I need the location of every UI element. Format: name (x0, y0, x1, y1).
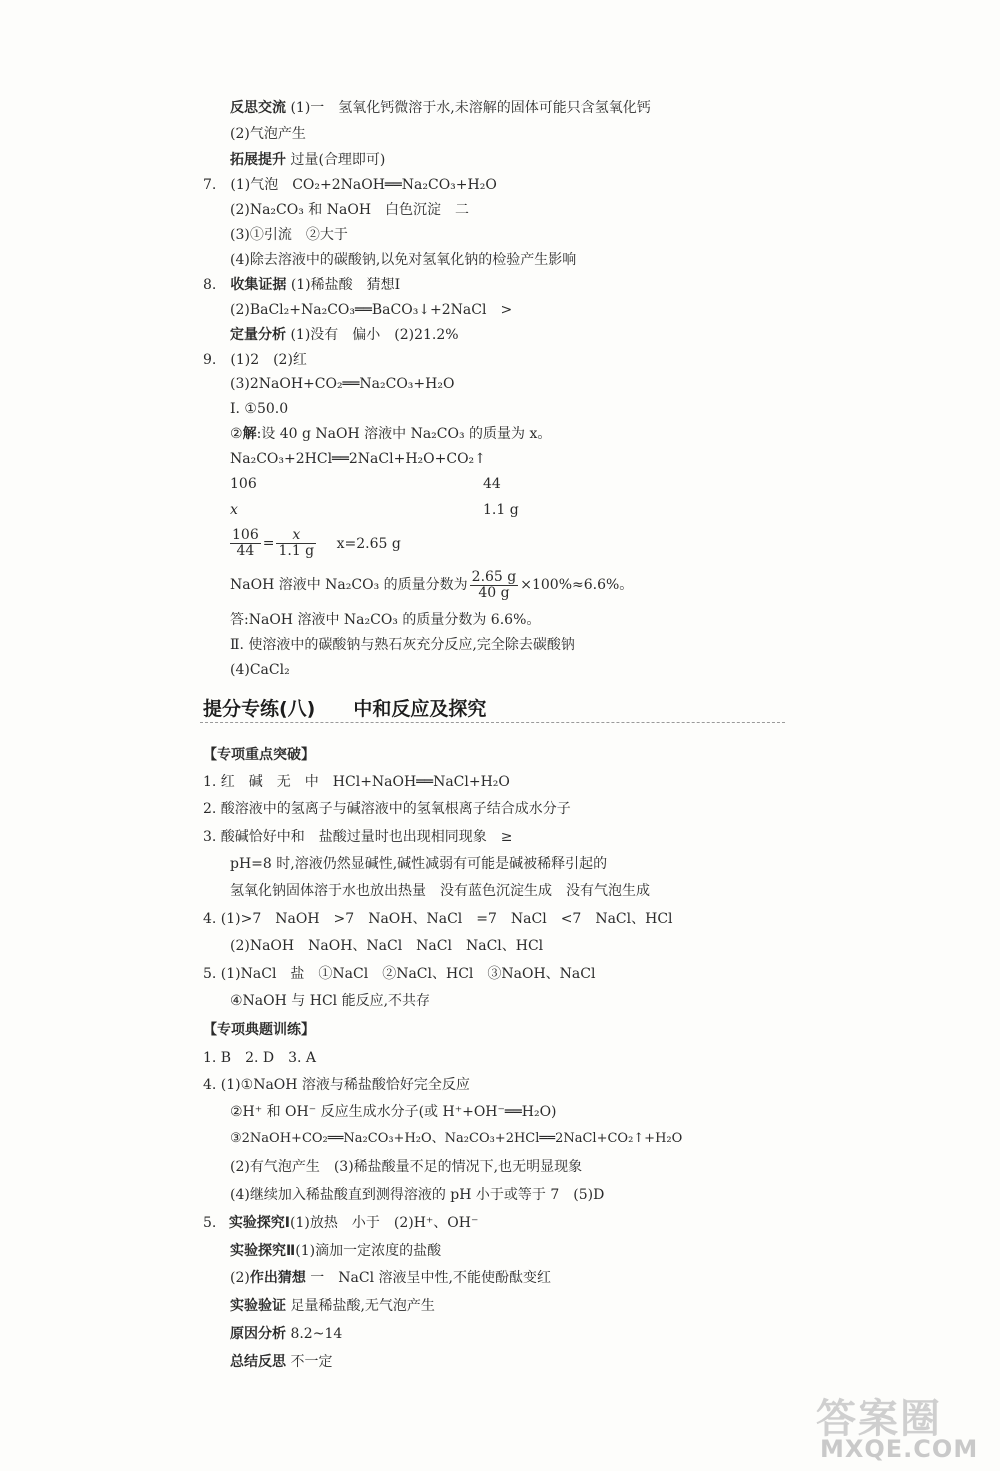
section-title-number: 提分专练(八) (203, 698, 316, 720)
q7-line-3: (3)①引流 ②大于 (230, 227, 348, 243)
subsection-key-points-label: 【专项重点突破】 (203, 747, 315, 763)
subsection-typical-problems-label: 【专项典题训练】 (203, 1022, 315, 1038)
fraction-106-44 (230, 528, 261, 559)
verification-text: 足量稀盐酸,无气泡产生 (290, 1298, 435, 1314)
section-divider (200, 722, 785, 723)
summary-label: 总结反思 (230, 1354, 286, 1370)
s2-q4-line-2: ②H⁺ 和 OH⁻ 反应生成水分子(或 H⁺+OH⁻══H₂O) (230, 1104, 557, 1120)
q8-text: (1)稀盐酸 猜想Ⅰ (290, 277, 401, 293)
q9-percentage-prefix: NaOH 溶液中 Na₂CO₃ 的质量分数为 (230, 577, 468, 593)
q9-equation: Na₂CO₃+2HCl══2NaCl+H₂O+CO₂↑ (230, 451, 486, 467)
s2-q4-line-5: (4)继续加入稀盐酸直到测得溶液的 pH 小于或等于 7 (5)D (230, 1187, 605, 1203)
q8-line-1 (203, 275, 400, 295)
fraction-x-mass (276, 528, 316, 559)
watermark-url: MXQE.COM (820, 1435, 979, 1463)
q8-line-3 (230, 325, 459, 345)
s2-q1-3: 1. B 2. D 3. A (203, 1050, 317, 1066)
analysis-text: 8.2~14 (290, 1326, 343, 1342)
s1-q3-line-3: 氢氧化钠固体溶于水也放出热量 没有蓝色沉淀生成 没有气泡生成 (230, 883, 650, 899)
hypothesis-text: 一 NaCl 溶液呈中性,不能使酚酞变红 (310, 1270, 551, 1286)
analysis-label: 原因分析 (230, 1326, 286, 1342)
q7-line-4: (4)除去溶液中的碳酸钠,以免对氢氧化钠的检验产生影响 (230, 252, 577, 268)
s1-q1: 1. 红 碱 无 中 HCl+NaOH══NaCl+H₂O (203, 774, 510, 790)
section-title (203, 694, 486, 721)
s1-q2: 2. 酸溶液中的氢离子与碱溶液中的氢氧根离子结合成水分子 (203, 801, 571, 817)
experiment-1-text: (1)放热 小于 (2)H⁺、OH⁻ (290, 1215, 479, 1231)
extension-text: 过量(合理即可) (290, 152, 386, 168)
q8-label-2: 定量分析 (230, 327, 286, 343)
q9-part-4: (4)CaCl₂ (230, 662, 290, 678)
s1-q4-line-1: 4. (1)>7 NaOH >7 NaOH、NaCl =7 NaCl <7 NaCl、HCl (203, 911, 673, 927)
fraction-numerator: x (276, 528, 316, 544)
q7-line-1: 7. (1)气泡 CO₂+2NaOH══Na₂CO₃+H₂O (203, 177, 497, 193)
s2-q5-line-3 (230, 1268, 551, 1288)
s2-q5-line-5 (230, 1324, 342, 1344)
q9-mass-co2: 1.1 g (483, 502, 519, 518)
q9-percentage-suffix: ×100%≈6.6%。 (520, 577, 634, 593)
reflection-line-2: (2)气泡产生 (230, 126, 306, 142)
q8-text-2: (1)没有 偏小 (2)21.2% (290, 327, 459, 343)
q9-line-1: 9. (1)2 (2)红 (203, 352, 307, 368)
q8-line-2: (2)BaCl₂+Na₂CO₃══BaCO₃↓+2NaCl > (230, 302, 513, 318)
q8-number: 8. (203, 277, 231, 293)
q9-mass-x: x (230, 502, 238, 518)
extension-label: 拓展提升 (230, 152, 286, 168)
s1-q4-line-2: (2)NaOH NaOH、NaCl NaCl NaCl、HCl (230, 938, 544, 954)
fraction-mass-ratio (470, 570, 519, 601)
s2-q5-line-1 (203, 1213, 478, 1233)
fraction-denominator: 44 (236, 543, 255, 559)
experiment-2-text: (1)滴加一定浓度的盐酸 (295, 1243, 442, 1259)
experiment-1-label: 实验探究Ⅰ (228, 1215, 291, 1231)
s2-q5-line-6 (230, 1352, 332, 1372)
subsection-key-points (203, 745, 315, 765)
q9-part-ii: Ⅱ. 使溶液中的碳酸钠与熟石灰充分反应,完全除去碳酸钠 (230, 637, 575, 653)
q9-solution-label: 解 (242, 426, 257, 442)
watermark-chinese: 答案圈 (816, 1396, 942, 1442)
s2-q5-number: 5. (203, 1215, 221, 1231)
s1-q5-line-1: 5. (1)NaCl 盐 ①NaCl ②NaCl、HCl ③NaOH、NaCl (203, 966, 596, 982)
fraction-numerator: 106 (232, 527, 259, 543)
verification-label: 实验验证 (230, 1298, 286, 1314)
q9-proportion (228, 528, 401, 559)
watermark-logo (808, 1387, 988, 1467)
q9-line-2: (3)2NaOH+CO₂══Na₂CO₃+H₂O (230, 376, 455, 392)
fraction-denominator: 40 g (478, 584, 510, 601)
hypothesis-prefix: (2) (230, 1270, 250, 1286)
s2-q5-line-2 (230, 1241, 441, 1261)
q9-percentage-line (230, 568, 633, 602)
s2-q5-line-4 (230, 1296, 435, 1316)
s1-q3-line-1: 3. 酸碱恰好中和 盐酸过量时也出现相同现象 ≥ (203, 829, 513, 845)
q7-line-2: (2)Na₂CO₃ 和 NaOH 白色沉淀 二 (230, 202, 470, 218)
s1-q5-line-2: ④NaOH 与 HCl 能反应,不共存 (230, 993, 431, 1009)
experiment-2-label: 实验探究Ⅱ (230, 1243, 296, 1259)
hypothesis-label: 作出猜想 (249, 1270, 306, 1286)
q9-circled-2: ② (230, 426, 243, 442)
s2-q4-line-4: (2)有气泡产生 (3)稀盐酸量不足的情况下,也无明显现象 (230, 1159, 583, 1175)
reflection-text: (1)一 氢氧化钙微溶于水,未溶解的固体可能只含氢氧化钙 (290, 100, 651, 116)
fraction-numerator: 2.65 g (471, 568, 517, 585)
q9-line-3: Ⅰ. ①50.0 (230, 401, 289, 417)
fraction-denominator: 1.1 g (278, 543, 315, 559)
q9-mass-106: 106 (230, 476, 257, 492)
reflection-line (230, 98, 651, 118)
q9-result: x=2.65 g (336, 535, 401, 552)
q9-mass-44: 44 (483, 476, 501, 492)
q8-label: 收集证据 (230, 277, 287, 293)
reflection-label: 反思交流 (230, 100, 286, 116)
q9-answer: 答:NaOH 溶液中 Na₂CO₃ 的质量分数为 6.6%。 (230, 612, 541, 628)
s2-q4-line-3: ③2NaOH+CO₂══Na₂CO₃+H₂O、Na₂CO₃+2HCl══2NaCl+CO₂↑+H₂O (230, 1131, 683, 1146)
summary-text: 不一定 (290, 1354, 333, 1370)
s2-q4-line-1: 4. (1)①NaOH 溶液与稀盐酸恰好完全反应 (203, 1077, 470, 1093)
section-title-topic: 中和反应及探究 (353, 698, 487, 720)
subsection-typical-problems (203, 1020, 315, 1040)
extension-line (230, 150, 385, 170)
equals-sign: = (262, 535, 275, 552)
s1-q3-line-2: pH=8 时,溶液仍然显碱性,碱性减弱有可能是碱被稀释引起的 (230, 856, 608, 872)
q9-solution-line (230, 424, 551, 444)
q9-solution-text: :设 40 g NaOH 溶液中 Na₂CO₃ 的质量为 x。 (256, 426, 552, 442)
